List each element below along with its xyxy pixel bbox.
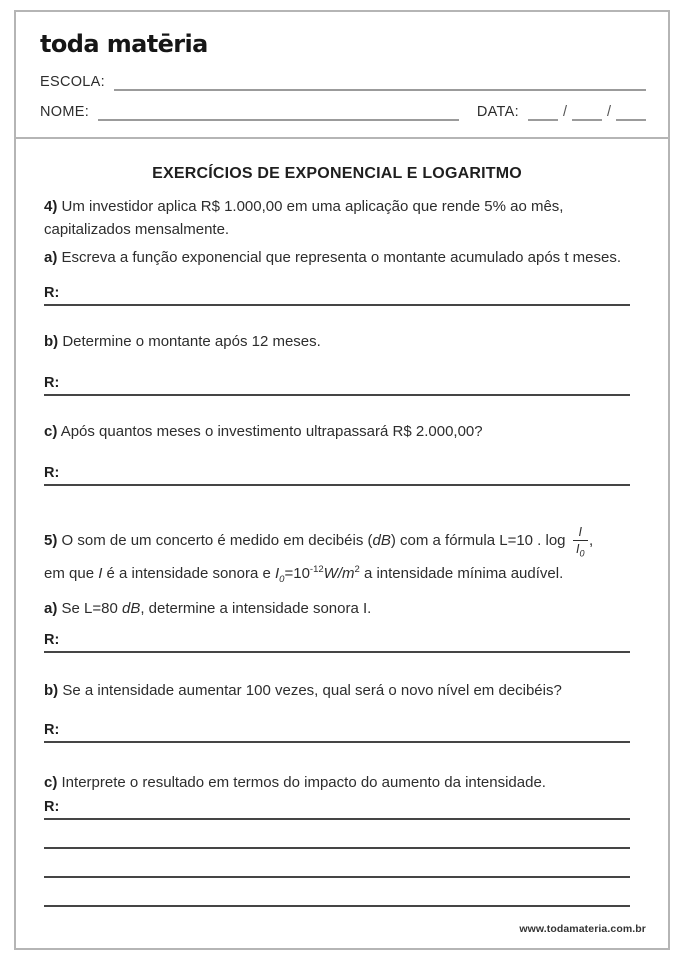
question-4a — [44, 246, 630, 269]
fraction-numerator: I — [573, 525, 588, 541]
question-5-number: 5) — [44, 532, 58, 550]
answer-label: R: — [44, 722, 60, 739]
question-5-text: a intensidade mínima audível. — [359, 565, 564, 583]
answer-block-5a — [44, 632, 630, 653]
worksheet-content — [16, 137, 668, 948]
toda-materia-logo: toda matēria — [40, 30, 208, 58]
answer-line — [44, 304, 630, 306]
answer-line — [44, 651, 630, 653]
i0-base: I — [275, 565, 280, 583]
answer-line — [44, 741, 630, 743]
question-5b — [44, 679, 630, 702]
date-field-group — [477, 102, 646, 121]
question-5-stem — [44, 524, 630, 591]
intensity-variable: I — [98, 565, 103, 583]
question-5a-label: a) — [44, 600, 58, 618]
answer-block-4b — [44, 375, 630, 396]
question-5-text: em que — [44, 565, 99, 583]
fraction-i-over-i0 — [573, 525, 588, 559]
date-slash: / — [562, 104, 567, 120]
equals-ten: =10 — [284, 565, 310, 583]
question-5-stem-line1 — [44, 524, 630, 558]
question-4b-label: b) — [44, 333, 59, 350]
comma: , — [589, 532, 594, 550]
answer-label: R: — [44, 465, 60, 481]
name-label: NOME: — [40, 104, 90, 120]
denominator-subscript: 0 — [579, 548, 585, 559]
date-year-blank — [616, 102, 646, 121]
question-5a — [44, 597, 630, 620]
answer-line — [44, 847, 630, 849]
answer-line — [44, 394, 630, 396]
question-4-stem — [44, 195, 630, 241]
question-5c — [44, 771, 630, 794]
i0-subscript: 0 — [279, 574, 285, 586]
answer-label: R: — [44, 285, 60, 301]
date-day-blank — [528, 102, 558, 121]
answer-line — [44, 905, 630, 907]
question-5b-text: Se a intensidade aumentar 100 vezes, qual será o novo nível em decibéis? — [62, 682, 562, 700]
name-field-row — [40, 102, 646, 121]
question-4c-label: c) — [44, 423, 58, 440]
answer-block-5b — [44, 722, 630, 743]
question-5-text: é a intensidade sonora e — [102, 565, 275, 583]
unit-w-per-m: W/m — [323, 565, 355, 583]
answer-line — [44, 818, 630, 820]
fraction-denominator — [573, 541, 588, 559]
answer-line — [44, 876, 630, 878]
unit-exponent-2: 2 — [354, 564, 360, 576]
db-italic: dB — [121, 600, 141, 618]
question-4c-text: Após quantos meses o investimento ultrapassará R$ 2.000,00? — [60, 423, 483, 440]
answer-label: R: — [44, 375, 60, 391]
site-url: www.todamateria.com.br — [519, 923, 646, 935]
question-4b — [44, 330, 630, 353]
question-4c — [44, 420, 630, 443]
answer-line — [44, 484, 630, 486]
answer-block-4c — [44, 465, 630, 486]
date-label: DATA: — [476, 104, 519, 120]
db-italic: dB — [372, 532, 391, 550]
worksheet-page — [14, 10, 670, 950]
name-blank-line — [98, 102, 459, 121]
denominator-base: I — [576, 542, 580, 557]
question-5-text: ) com a fórmula L=10 . log — [390, 532, 566, 550]
school-blank-line — [114, 72, 646, 91]
date-slash: / — [606, 104, 611, 120]
school-field-row — [40, 72, 646, 91]
school-label: ESCOLA: — [40, 74, 105, 90]
answer-label: R: — [44, 799, 60, 816]
question-5b-label: b) — [44, 682, 59, 700]
question-4-text: Um investidor aplica R$ 1.000,00 em uma aplicação que rende 5% ao mês, capitalizados mensalmente. — [44, 198, 564, 238]
question-5c-label: c) — [44, 774, 58, 792]
question-5a-text: , determine a intensidade sonora I. — [140, 600, 372, 618]
question-5c-text: Interprete o resultado em termos do impacto do aumento da intensidade. — [61, 774, 546, 792]
worksheet-title: EXERCÍCIOS DE EXPONENCIAL E LOGARITMO — [152, 165, 522, 182]
answer-label: R: — [44, 632, 60, 649]
page-header — [16, 12, 668, 121]
question-5-text: O som de um concerto é medido em decibéis ( — [61, 532, 373, 550]
question-4-number: 4) — [44, 198, 58, 215]
answer-block-4a — [44, 285, 630, 306]
question-5-stem-line2 — [44, 558, 630, 591]
question-5a-text: Se L=80 — [61, 600, 122, 618]
question-4a-text: Escreva a função exponencial que representa o montante acumulado após t meses. — [61, 249, 622, 266]
date-month-blank — [572, 102, 602, 121]
question-4a-label: a) — [44, 249, 58, 266]
answer-block-5c — [44, 799, 630, 907]
question-4b-text: Determine o montante após 12 meses. — [62, 333, 321, 350]
exponent-minus-12: -12 — [309, 564, 324, 576]
